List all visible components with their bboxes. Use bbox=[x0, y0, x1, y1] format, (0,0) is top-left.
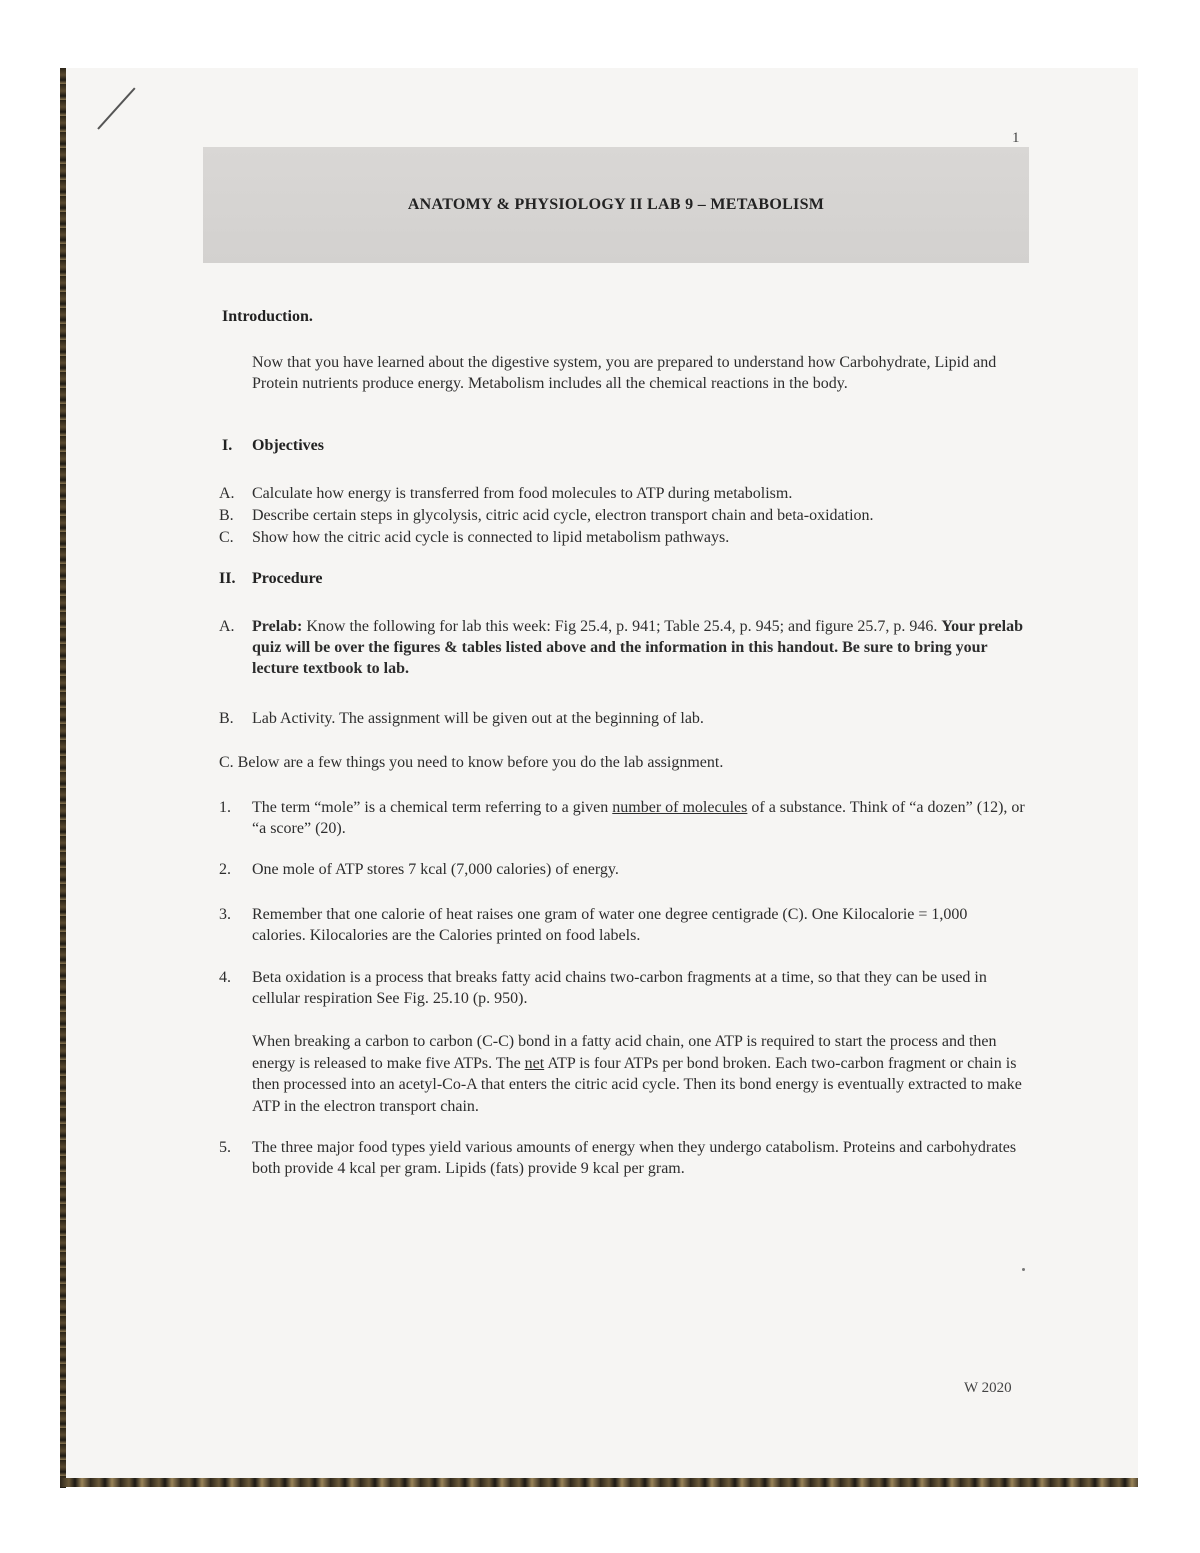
procedure-item-a bbox=[219, 616, 1029, 679]
procedure-a-content bbox=[252, 616, 1029, 679]
objective-item bbox=[219, 527, 1029, 548]
point-4 bbox=[219, 967, 1029, 1009]
procedure-b-text: Lab Activity. The assignment will be given out at the beginning of lab. bbox=[252, 710, 704, 727]
point-1-content bbox=[252, 797, 1029, 839]
objective-marker: A. bbox=[219, 485, 235, 502]
procedure-marker: B. bbox=[219, 710, 234, 727]
point-marker: 3. bbox=[219, 906, 231, 923]
page-title: ANATOMY & PHYSIOLOGY II LAB 9 – METABOLISM bbox=[407, 196, 825, 213]
point-1-underlined: number of molecules bbox=[612, 799, 748, 816]
point-marker: 1. bbox=[219, 799, 231, 816]
introduction-heading: Introduction. bbox=[222, 308, 313, 325]
objective-marker: B. bbox=[219, 507, 234, 524]
objectives-heading bbox=[222, 437, 324, 455]
point-2 bbox=[219, 859, 1029, 880]
prelab-label: Prelab: bbox=[252, 618, 303, 635]
objective-item bbox=[219, 505, 1029, 526]
point-4-text: Beta oxidation is a process that breaks fatty acid chains two-carbon fragments at a time, so that they can be used in cellular respiration See Fig. 25.10 (p. 950). bbox=[252, 969, 987, 1007]
objective-text: Show how the citric acid cycle is connected to lipid metabolism pathways. bbox=[252, 529, 730, 546]
objective-item bbox=[219, 483, 1029, 504]
point-marker: 5. bbox=[219, 1139, 231, 1156]
paper-speck bbox=[1022, 1268, 1025, 1271]
point-4-details-pre: When breaking a carbon to carbon (C-C) bond in a fatty acid chain, one ATP is required to start the process and then energy is released to make five ATPs. The bbox=[252, 1033, 997, 1072]
point-4-details bbox=[252, 1031, 1029, 1117]
point-4-details-underlined: net bbox=[524, 1054, 545, 1072]
point-marker: 4. bbox=[219, 969, 231, 986]
objective-text: Describe certain steps in glycolysis, citric acid cycle, electron transport chain and beta-oxidation. bbox=[252, 507, 874, 524]
page-bottom-edge bbox=[60, 1478, 1138, 1487]
point-1 bbox=[219, 797, 1029, 839]
procedure-item-c: C. Below are a few things you need to know before you do the lab assignment. bbox=[219, 754, 724, 771]
point-marker: 2. bbox=[219, 861, 231, 878]
point-3-text: Remember that one calorie of heat raises one gram of water one degree centigrade (C). One Kilocalorie = 1,000 calories. Kilocalories are the Calories printed on food labels. bbox=[252, 906, 968, 944]
point-4-details-post: ATP is four ATPs per bond broken. Each two-carbon fragment or chain is then processed into an acetyl-Co-A that enters the citric acid cycle. Then its bond energy is eventually extracted to make ATP in the electron transport chain. bbox=[252, 1054, 1022, 1115]
objective-marker: C. bbox=[219, 529, 234, 546]
procedure-marker: A. bbox=[219, 618, 235, 635]
footer-code: W 2020 bbox=[964, 1380, 1012, 1396]
procedure-item-b bbox=[219, 708, 1029, 729]
page-number: 1 bbox=[1012, 130, 1020, 146]
objectives-title: Objectives bbox=[252, 437, 324, 454]
objective-text: Calculate how energy is transferred from food molecules to ATP during metabolism. bbox=[252, 485, 793, 502]
point-5-text: The three major food types yield various amounts of energy when they undergo catabolism. Proteins and carbohydrates both provide 4 kcal per gram. Lipids (fats) provide 9 kcal per gram. bbox=[252, 1139, 1017, 1177]
prelab-quiz-note: Your prelab quiz will be over the figures & tables listed above and the information in this handout. Be sure to bring your lecture textbook to lab. bbox=[252, 618, 1023, 677]
point-2-text: One mole of ATP stores 7 kcal (7,000 calories) of energy. bbox=[252, 861, 619, 878]
procedure-numeral: II. bbox=[219, 570, 236, 587]
introduction-text: Now that you have learned about the digestive system, you are prepared to understand how Carbohydrate, Lipid and Protein nutrients produce energy. Metabolism includes all the chemical reactions in the body. bbox=[252, 354, 997, 392]
objectives-numeral: I. bbox=[222, 437, 233, 454]
point-3 bbox=[219, 904, 979, 946]
point-1-post: of a substance. Think of “a dozen” (12), or “a score” (20). bbox=[252, 799, 1025, 837]
prelab-text: Know the following for lab this week: Fig 25.4, p. 941; Table 25.4, p. 945; and figure 25.7, p. 946. bbox=[302, 618, 942, 635]
procedure-title: Procedure bbox=[252, 570, 323, 587]
point-5 bbox=[219, 1137, 1029, 1179]
procedure-heading bbox=[219, 570, 323, 588]
point-1-pre: The term “mole” is a chemical term referring to a given bbox=[252, 799, 613, 816]
